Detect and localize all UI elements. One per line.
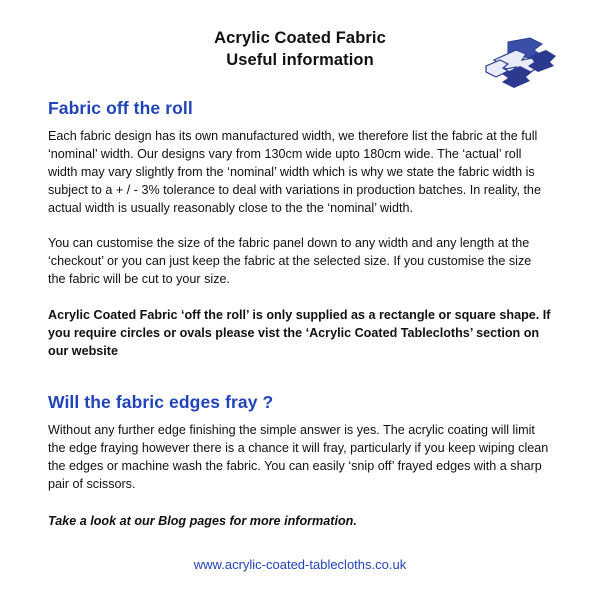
page-title-line-2: Useful information bbox=[226, 50, 374, 69]
website-link[interactable]: www.acrylic-coated-tablecloths.co.uk bbox=[193, 557, 407, 572]
puzzle-pieces-logo bbox=[464, 36, 556, 94]
page-title-line-1: Acrylic Coated Fabric bbox=[214, 29, 386, 47]
document-header bbox=[48, 24, 552, 72]
section-heading-2: Will the fabric edges fray ? bbox=[48, 391, 274, 412]
section-fabric-off-the-roll bbox=[48, 98, 552, 360]
section-heading-1: Fabric off the roll bbox=[48, 97, 193, 118]
paragraph-2-1: Without any further edge finishing the simple answer is yes. The acrylic coating will limit the edge fraying however there is a chance it will fray, particularly if you keep wiping clean the edges or machine wash the fabric. You can easily ‘snip off’ frayed edges with a sharp pair of scissors. bbox=[48, 422, 549, 491]
paragraph-1-2: You can customise the size of the fabric panel down to any width and any length at the ‘checkout’ or you can just keep the fabric at the selected size. If you customise the size the fabric will be cut to your size. bbox=[48, 235, 532, 286]
paragraph-1-1: Each fabric design has its own manufactured width, we therefore list the fabric at the full ‘nominal’ width. Our designs vary from 130cm wide upto 180cm wide. The ‘actual’ roll width may vary slightly from the ‘nominal’ width which is why we state the fabric width is subject to a + / - 3% tolerance to deal with variations in production batches. In reality, the actual width is usually reasonably close to the the ‘nominal’ width. bbox=[48, 128, 541, 215]
footer bbox=[0, 556, 600, 574]
paragraph-1-3-note: Acrylic Coated Fabric ‘off the roll’ is only supplied as a rectangle or square shape. If you require circles or ovals please vist the ‘Acrylic Coated Tablecloths’ section on our website bbox=[48, 307, 551, 358]
paragraph-2-2-blog-note: Take a look at our Blog pages for more information. bbox=[48, 513, 357, 528]
section-fabric-edges-fray bbox=[48, 392, 552, 530]
